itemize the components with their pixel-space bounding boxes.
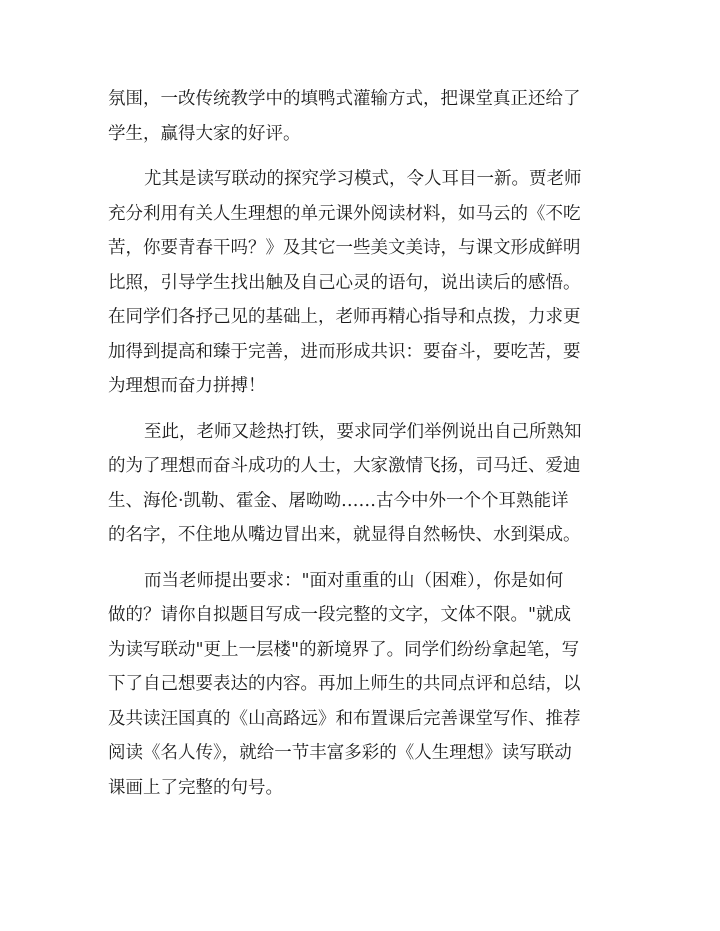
text-line: 下了自己想要表达的内容。再加上师生的共同点评和总结，以	[108, 674, 581, 694]
text-line: 生、海伦·凯勒、霍金、屠呦呦……古今中外一个个耳熟能详	[108, 490, 569, 511]
text-line: 加得到提高和臻于完善，进而形成共识：要奋斗，要吃苦，要	[108, 341, 581, 362]
text-line: 氛围，一改传统教学中的填鸭式灌输方式，把课堂真正还给了	[108, 89, 581, 109]
text-line: 的为了理想而奋斗成功的人士，大家激情飞扬，司马迁、爱迪	[108, 456, 581, 476]
paragraph-gap	[108, 553, 628, 564]
text-line: 阅读《名人传》，就给一节丰富多彩的《人生理想》读写联动	[108, 743, 572, 763]
document-body	[108, 82, 628, 805]
text-line: 为读写联动"更上一层楼"的新境界了。同学们纷纷拿起笔，写	[108, 639, 580, 660]
text-line: 及共读汪国真的《山高路远》和布置课后完善课堂写作、推荐	[108, 708, 581, 729]
text-line: 学生，赢得大家的好评。	[108, 123, 301, 144]
paragraph	[108, 82, 628, 151]
text-line: 苦，你要青春干吗？》及其它一些美文美诗，与课文形成鲜明	[108, 238, 581, 258]
text-line: 至此，老师又趁热打铁，要求同学们举例说出自己所熟知	[144, 421, 582, 442]
text-line: 比照，引导学生找出触及自己心灵的语句，说出读后的感悟。	[108, 272, 581, 293]
paragraph-gap	[108, 151, 628, 162]
text-line: 课画上了完整的句号。	[108, 777, 283, 798]
text-line: 在同学们各抒己见的基础上，老师再精心指导和点拨，力求更	[108, 307, 581, 327]
text-line: 做的？请你自拟题目写成一段完整的文字，文体不限。"就成	[108, 605, 572, 625]
text-line: 充分利用有关人生理想的单元课外阅读材料，如马云的《不吃	[108, 203, 581, 224]
text-line: 尤其是读写联动的探究学习模式，令人耳目一新。贾老师	[144, 169, 582, 189]
paragraph-gap	[108, 404, 628, 415]
text-line: 而当老师提出要求："面对重重的山（困难），你是如何	[144, 570, 564, 591]
paragraph	[108, 564, 628, 806]
text-line: 的名字，不住地从嘴边冒出来，就显得自然畅快、水到渠成。	[108, 525, 581, 545]
paragraph	[108, 415, 628, 553]
paragraph	[108, 162, 628, 404]
text-line: 为理想而奋力拼搏！	[108, 376, 266, 396]
